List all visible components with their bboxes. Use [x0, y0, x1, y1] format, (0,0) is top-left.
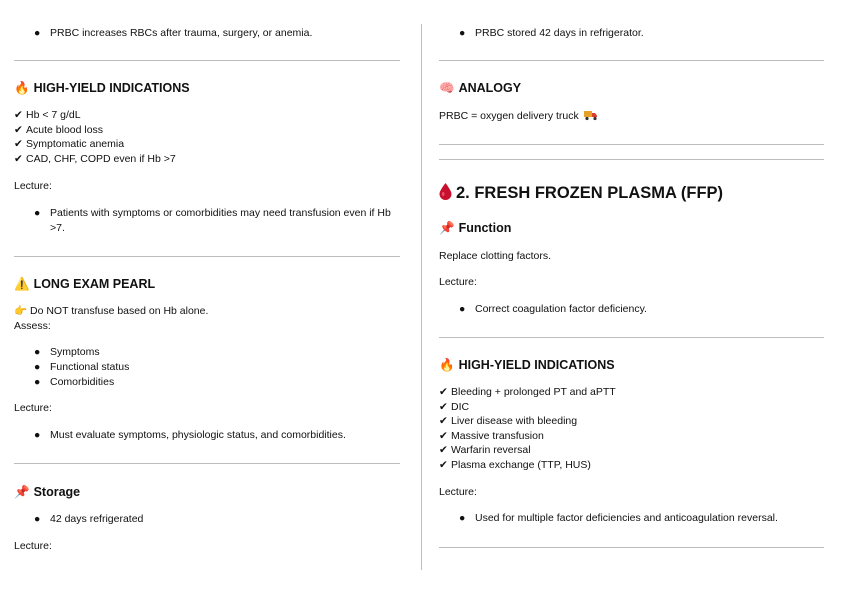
truck-icon [584, 110, 598, 126]
section-title-ffp: 2. FRESH FROZEN PLASMA (FFP) [439, 183, 723, 205]
check-icon: ✔ [439, 386, 448, 398]
list-item: ✔ DIC [439, 400, 470, 413]
section-heading-high-yield: 🔥 HIGH-YIELD INDICATIONS [14, 81, 190, 95]
check-icon: ✔ [439, 429, 448, 442]
lecture-label: Lecture: [14, 540, 52, 552]
section-heading-analogy: 🧠 ANALOGY [439, 81, 522, 95]
blood-drop-icon [439, 183, 452, 205]
check-icon: ✔ [439, 415, 448, 428]
list-item: ✔ Massive transfusion [439, 429, 544, 442]
fire-icon: 🔥 [14, 81, 30, 95]
section-divider [14, 463, 400, 464]
section-divider [439, 337, 824, 338]
pin-icon: 📌 [14, 485, 30, 499]
check-icon: ✔ [439, 458, 448, 471]
section-heading-high-yield: 🔥 HIGH-YIELD INDICATIONS [439, 358, 615, 372]
lecture-label: Lecture: [14, 180, 52, 192]
pointing-hand-icon: 👉 [14, 305, 28, 317]
section-heading-storage: 📌 Storage [14, 485, 81, 499]
check-icon: ✔ [14, 152, 23, 165]
list-item: ✔ Liver disease with bleeding [439, 415, 578, 428]
list-item: ✔ CAD, CHF, COPD even if Hb >7 [14, 152, 176, 165]
pearl-text: 👉 Do NOT transfuse based on Hb alone. Assess: [14, 305, 209, 332]
fire-icon: 🔥 [439, 358, 455, 372]
section-divider [439, 547, 824, 548]
left-column: ● PRBC increases RBCs after trauma, surgery, or anemia. 🔥 HIGH-YIELD INDICATIONS ✔ Hb < 7 g/dL ✔ Acute blood loss ✔ Symptomatic anemia ✔ CAD, CHF, COPD even if Hb >7 Lecture: ● Patients with symptoms or comorbidities may need transfusion even if Hb >7. ⚠️ LONG EXAM PEARL 👉 Do NOT transfuse based on Hb alone. Assess: ● Symptoms ● Functional status ● Comorbidities Lecture: ● Must evaluate symptoms, physiologic status, and comorbidities. 📌 Storage ● 42 days refrigerated Lecture: [14, 0, 401, 596]
list-item: ✔ Symptomatic anemia [14, 138, 125, 151]
list-item: ✔ Acute blood loss [14, 123, 104, 136]
check-icon: ✔ [14, 138, 23, 151]
lecture-label: Lecture: [14, 402, 52, 414]
lecture-label: Lecture: [439, 486, 477, 498]
check-icon: ✔ [439, 400, 448, 413]
section-divider [439, 144, 824, 145]
list-item: ✔ Bleeding + prolonged PT and aPTT [439, 386, 616, 398]
check-icon: ✔ [439, 444, 448, 457]
section-divider [14, 60, 400, 61]
section-divider [14, 256, 400, 257]
brain-icon: 🧠 [439, 81, 455, 95]
section-divider [439, 159, 824, 160]
list-item: ✔ Hb < 7 g/dL [14, 109, 81, 121]
right-column: ● PRBC stored 42 days in refrigerator. 🧠 ANALOGY PRBC = oxygen delivery truck 2. FRESH FROZEN PLASMA (FFP) 📌 Function Replace clotting factors. Lecture: ● Correct coagulation factor deficiency. 🔥 HIGH-YIELD INDICATIONS ✔ Bleeding + prolonged PT and aPTT ✔ DIC ✔ Liver disease with bleeding ✔ Massive transfusion ✔ Warfarin reversal ✔ Plasma exchange (TTP, HUS) Lecture: ● Used for multiple factor deficiencies and anticoagulation reversal. [439, 0, 825, 596]
list-item: ✔ Plasma exchange (TTP, HUS) [439, 458, 591, 471]
indication-list [439, 385, 616, 473]
section-heading-pearl: ⚠️ LONG EXAM PEARL [14, 277, 156, 291]
check-icon: ✔ [14, 109, 23, 121]
function-text: Replace clotting factors. [439, 250, 552, 262]
lecture-label: Lecture: [439, 276, 477, 288]
warning-icon: ⚠️ [14, 277, 30, 291]
check-icon: ✔ [14, 123, 23, 136]
indication-list [14, 108, 176, 166]
analogy-text: PRBC = oxygen delivery truck [439, 109, 598, 126]
column-divider [421, 24, 422, 570]
section-divider [439, 60, 824, 61]
list-item: ✔ Warfarin reversal [439, 444, 531, 457]
pin-icon: 📌 [439, 221, 455, 235]
section-heading-function: 📌 Function [439, 221, 512, 235]
